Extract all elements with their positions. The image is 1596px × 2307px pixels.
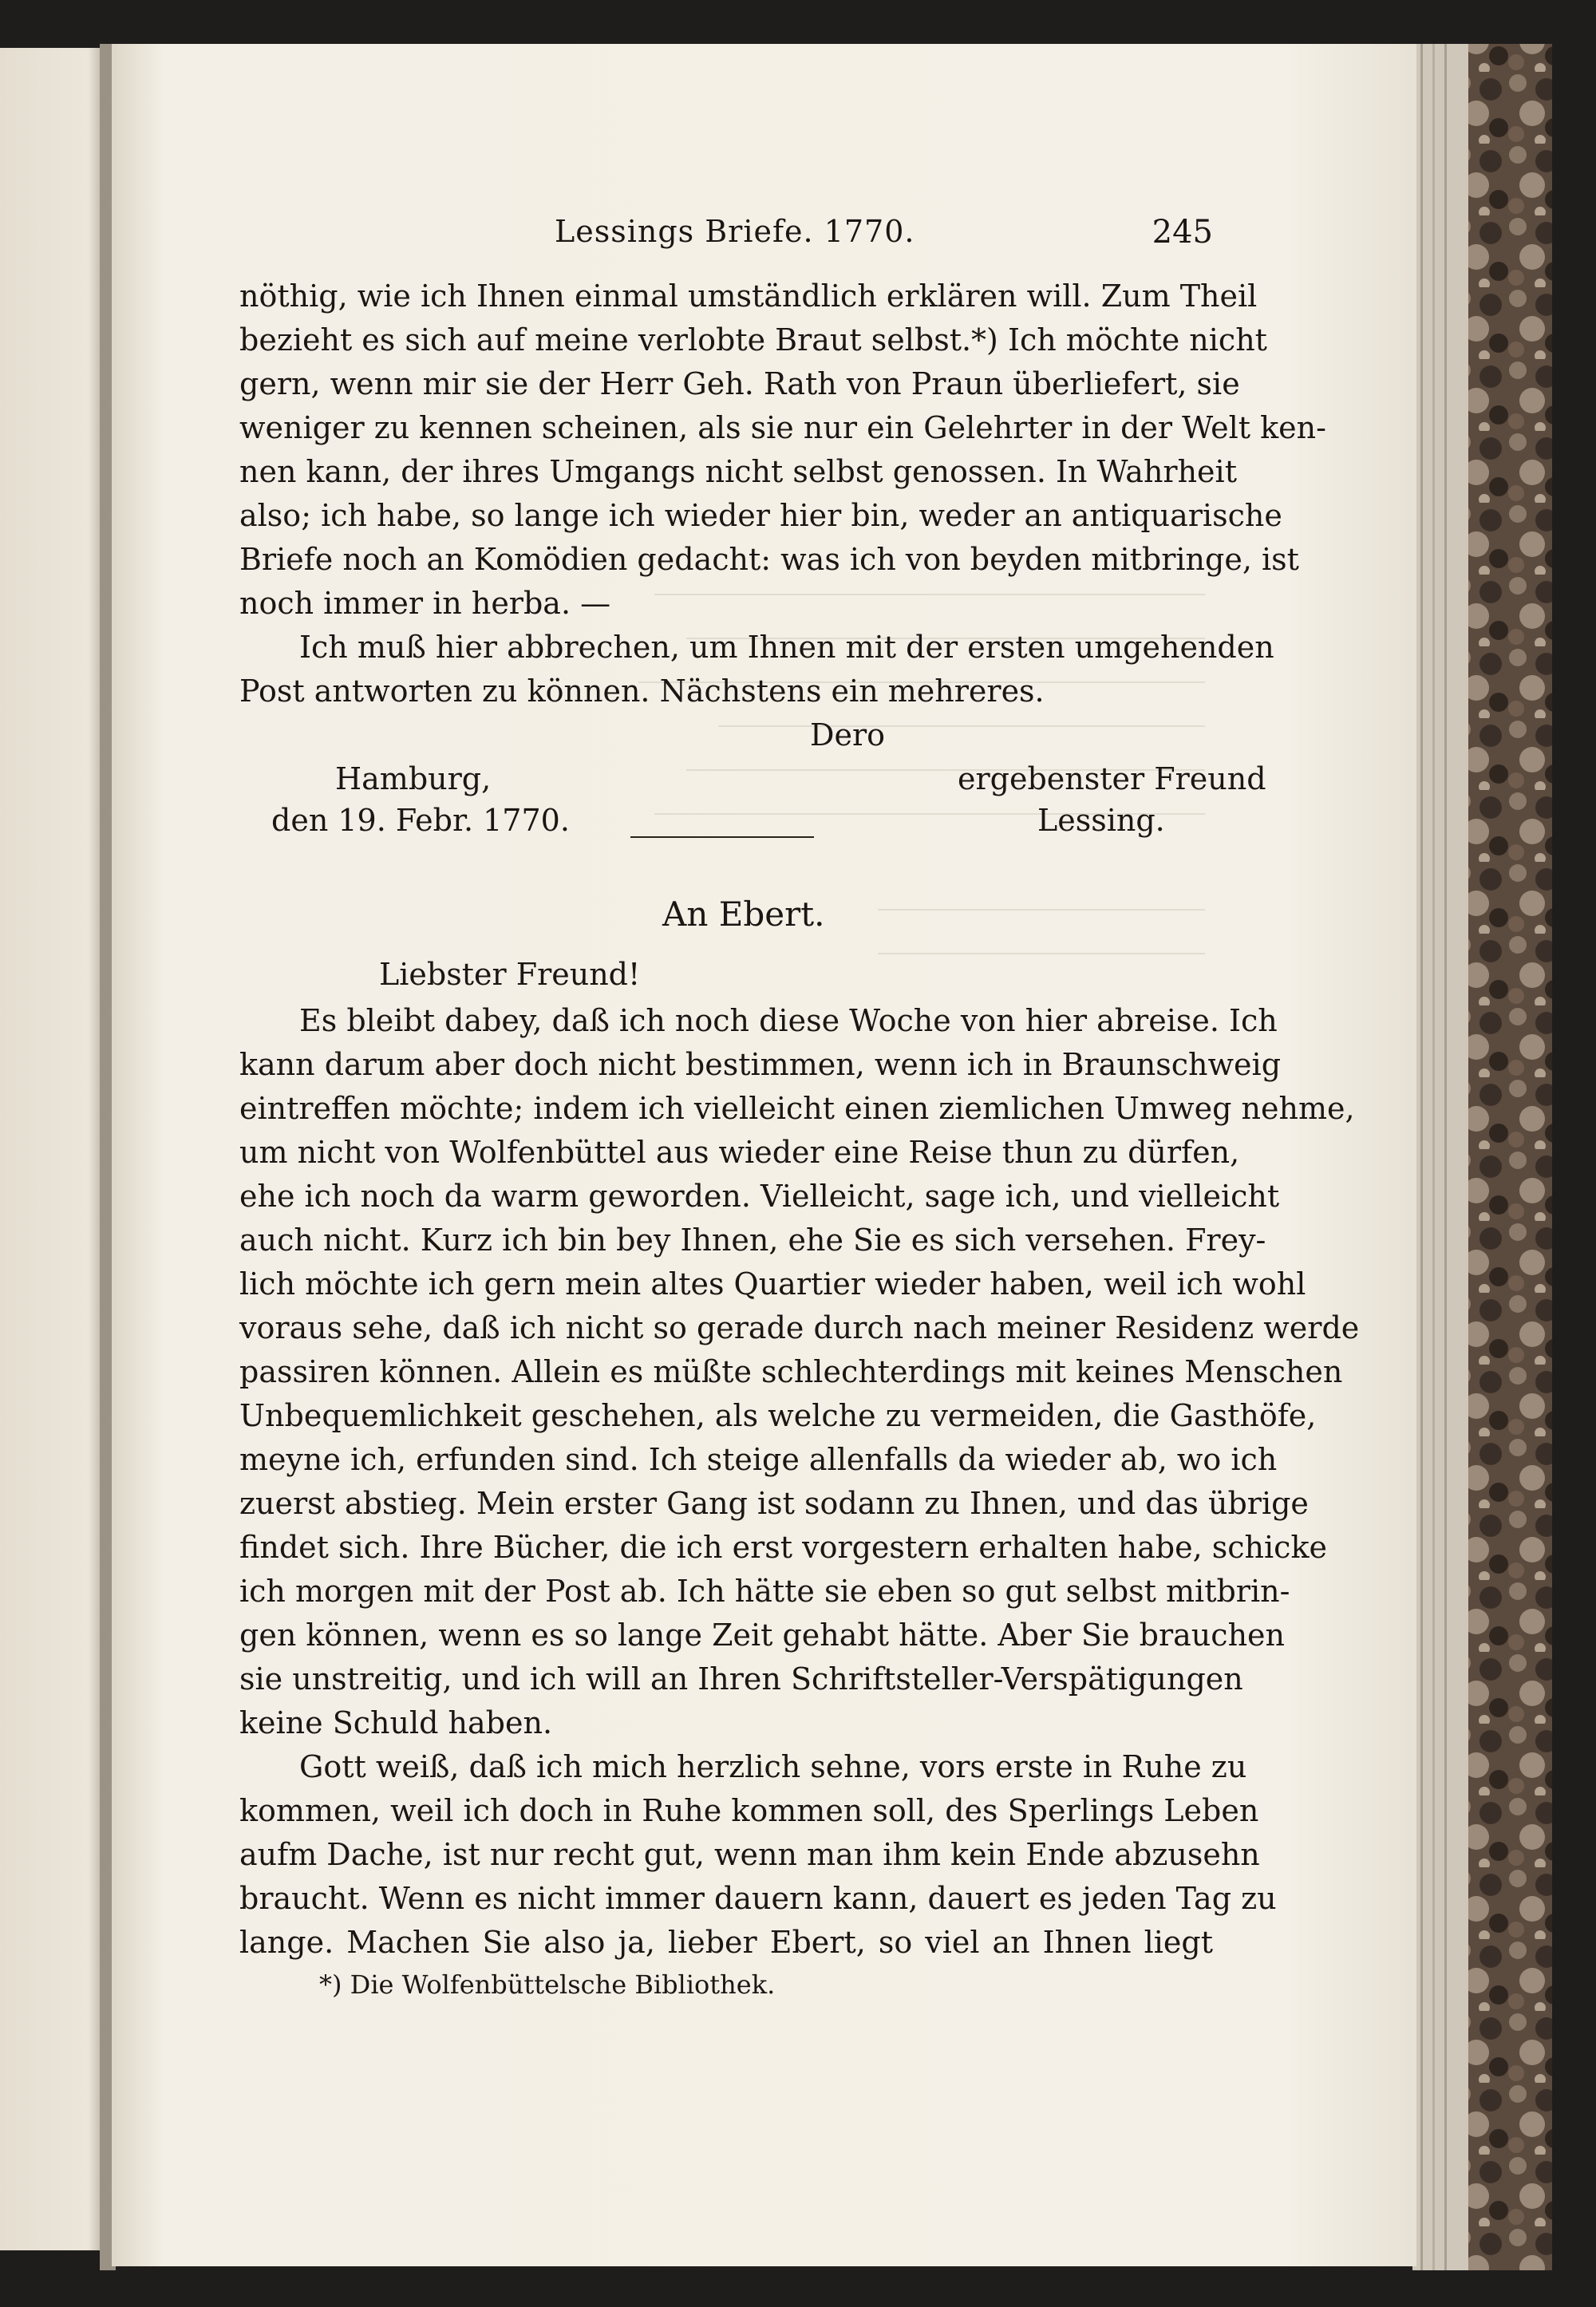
footnote: *) Die Wolfenbüttelsche Bibliothek. xyxy=(319,1969,776,2000)
text-line: eintreffen möchte; indem ich vielleicht einen ziemlichen Umweg nehme, xyxy=(239,1091,1355,1126)
closing-dero: Dero xyxy=(810,717,885,753)
text-line: braucht. Wenn es nicht immer dauern kann, dauert es jeden Tag zu xyxy=(239,1881,1277,1916)
text-line: lange. Machen Sie also ja, lieber Ebert, so viel an Ihnen liegt xyxy=(239,1925,1213,1960)
text-line: Es bleibt dabey, daß ich noch diese Woche von hier abreise. Ich xyxy=(299,1003,1278,1038)
letter-heading: An Ebert. xyxy=(662,895,825,934)
text-line: bezieht es sich auf meine verlobte Braut selbst.*) Ich möchte nicht xyxy=(239,322,1267,358)
text-line: Briefe noch an Komödien gedacht: was ich von beyden mitbringe, ist xyxy=(239,542,1299,577)
text-line: Ich muß hier abbrechen, um Ihnen mit der ersten umgehenden xyxy=(299,630,1274,665)
text-line: meyne ich, erfunden sind. Ich steige allenfalls da wieder ab, wo ich xyxy=(239,1442,1278,1477)
text-line: gen können, wenn es so lange Zeit gehabt hätte. Aber Sie brauchen xyxy=(239,1618,1285,1653)
section-divider xyxy=(630,836,814,838)
closing-phrase: ergebenster Freund xyxy=(958,761,1266,796)
text-line: Post antworten zu können. Nächstens ein mehreres. xyxy=(239,674,1045,709)
text-line: passiren können. Allein es müßte schlechterdings mit keines Menschen xyxy=(239,1354,1343,1389)
text-line: kann darum aber doch nicht bestimmen, wenn ich in Braunschweig xyxy=(239,1047,1282,1082)
running-head xyxy=(239,214,1213,262)
text-line: auch nicht. Kurz ich bin bey Ihnen, ehe Sie es sich versehen. Frey- xyxy=(239,1223,1266,1258)
text-line: keine Schuld haben. xyxy=(239,1705,553,1740)
text-line: also; ich habe, so lange ich wieder hier bin, weder an antiquarische xyxy=(239,498,1282,533)
text-line: ehe ich noch da warm geworden. Vielleicht, sage ich, und vielleicht xyxy=(239,1179,1280,1214)
text-line: aufm Dache, ist nur recht gut, wenn man ihm kein Ende abzusehn xyxy=(239,1837,1260,1872)
running-head-title: Lessings Briefe. 1770. xyxy=(555,214,915,249)
text-line: nen kann, der ihres Umgangs nicht selbst genossen. In Wahrheit xyxy=(239,454,1237,489)
text-line: noch immer in herba. — xyxy=(239,586,611,621)
text-line: zuerst abstieg. Mein erster Gang ist sodann zu Ihnen, und das übrige xyxy=(239,1486,1309,1521)
text-line: Unbequemlichkeit geschehen, als welche zu vermeiden, die Gasthöfe, xyxy=(239,1398,1317,1433)
salutation: Liebster Freund! xyxy=(379,957,641,992)
text-line: weniger zu kennen scheinen, als sie nur ein Gelehrter in der Welt ken- xyxy=(239,410,1326,445)
text-line: um nicht von Wolfenbüttel aus wieder eine Reise thun zu dürfen, xyxy=(239,1135,1240,1170)
text-line: voraus sehe, daß ich nicht so gerade durch nach meiner Residenz werde xyxy=(239,1310,1360,1345)
text-line: nöthig, wie ich Ihnen einmal umständlich erklären will. Zum Theil xyxy=(239,278,1258,314)
signature: Lessing. xyxy=(1037,803,1165,838)
text-line: kommen, weil ich doch in Ruhe kommen soll, des Sperlings Leben xyxy=(239,1793,1259,1828)
text-line: ich morgen mit der Post ab. Ich hätte sie eben so gut selbst mitbrin- xyxy=(239,1574,1290,1609)
page-text-block xyxy=(239,199,1360,2242)
text-line: findet sich. Ihre Bücher, die ich erst vorgestern erhalten habe, schicke xyxy=(239,1530,1327,1565)
text-line: sie unstreitig, und ich will an Ihren Schriftsteller-Verspätigungen xyxy=(239,1661,1243,1697)
letter-place: Hamburg, xyxy=(335,761,492,796)
text-line: Gott weiß, daß ich mich herzlich sehne, vors erste in Ruhe zu xyxy=(299,1749,1247,1784)
text-line: lich möchte ich gern mein altes Quartier wieder haben, weil ich wohl xyxy=(239,1266,1306,1302)
letter-date: den 19. Febr. 1770. xyxy=(271,803,570,838)
page-number: 245 xyxy=(1152,214,1213,251)
text-line: gern, wenn mir sie der Herr Geh. Rath von Praun überliefert, sie xyxy=(239,366,1240,401)
